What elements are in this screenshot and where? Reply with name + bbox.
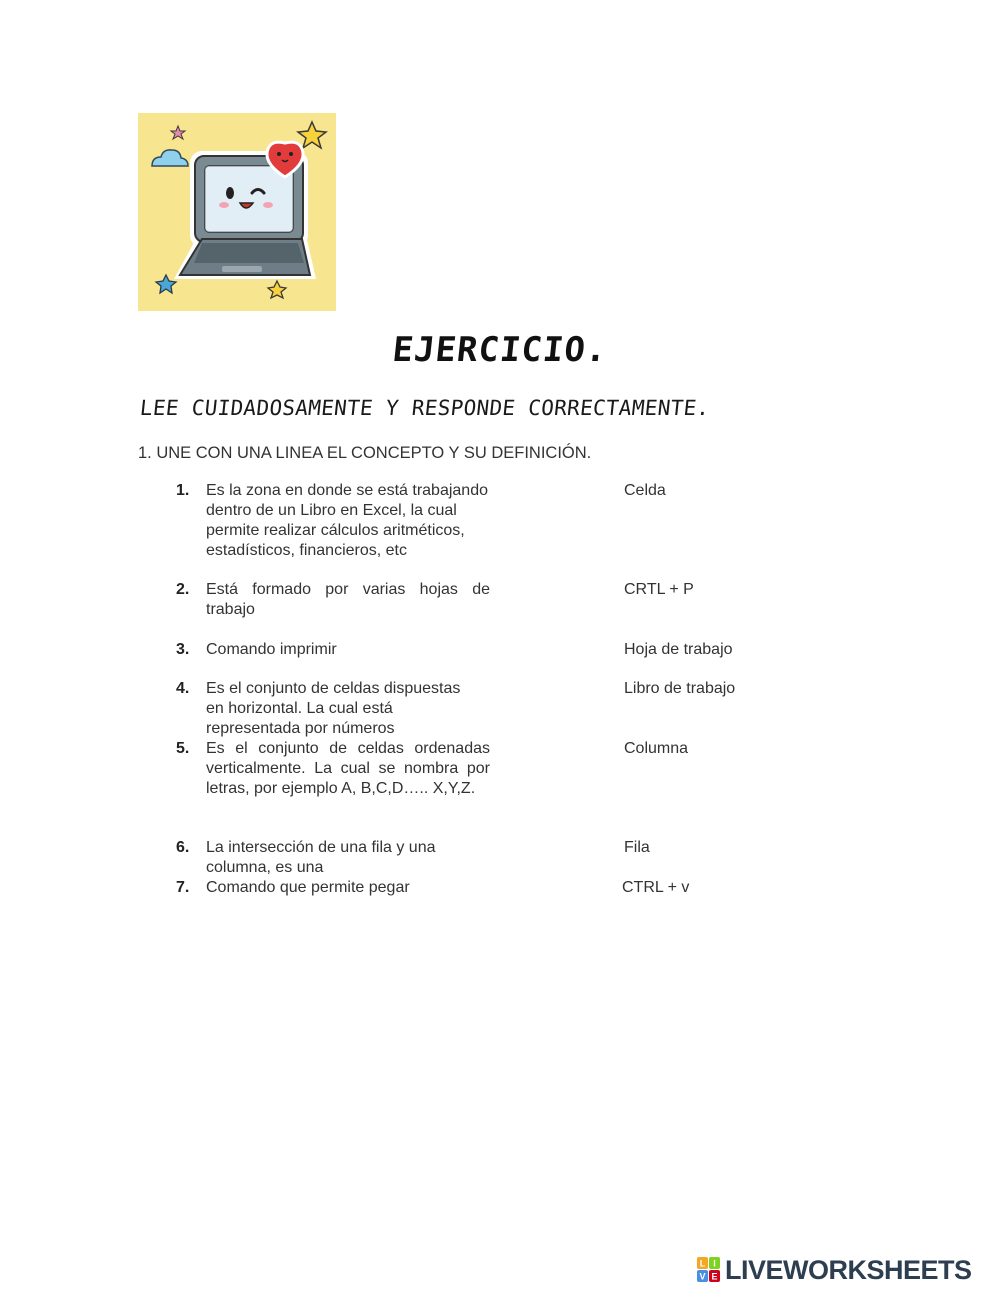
item-number: 7.: [176, 879, 190, 896]
liveworksheets-logo: [697, 1255, 972, 1285]
concept-answer[interactable]: CRTL + P: [624, 581, 694, 598]
worksheet-title: EJERCICIO.: [390, 330, 610, 370]
definition-text: Está formado por varias hojas de trabajo: [206, 581, 490, 618]
concept-answer[interactable]: CTRL + v: [622, 879, 690, 896]
worksheet-subtitle: LEE CUIDADOSAMENTE Y RESPONDE CORRECTAMENTE.: [138, 396, 711, 420]
item-number: 1.: [176, 482, 190, 499]
instruction-text: 1. UNE CON UNA LINEA EL CONCEPTO Y SU DEFINICIÓN.: [138, 444, 592, 462]
item-number: 5.: [176, 740, 190, 757]
definition-text: Es el conjunto de celdas ordenadas verticalmente. La cual se nombra por letras, por ejemplo A, B,C,D….. X,Y,Z.: [206, 740, 490, 797]
concept-answer[interactable]: Hoja de trabajo: [624, 641, 733, 658]
concept-answer[interactable]: Fila: [624, 839, 650, 856]
item-number: 2.: [176, 581, 190, 598]
concept-answer[interactable]: Libro de trabajo: [624, 680, 736, 697]
definition-text: Es la zona en donde se está trabajando dentro de un Libro en Excel, la cual permite realizar cálculos aritméticos, estadísticos, financieros, etc: [206, 482, 488, 559]
logo-badge-icon: [697, 1257, 721, 1283]
brand-name: LIVEWORKSHEETS: [725, 1254, 972, 1285]
definition-text: Comando que permite pegar: [206, 879, 410, 896]
item-number: 3.: [176, 641, 190, 658]
logo-letter: I: [713, 1258, 716, 1269]
definition-text: Comando imprimir: [206, 641, 337, 658]
logo-letter: E: [711, 1271, 718, 1282]
definition-text: Es el conjunto de celdas dispuestas en horizontal. La cual está representada por números: [206, 680, 461, 737]
logo-letter: V: [699, 1271, 706, 1282]
definition-text: La intersección de una fila y una columna, es una: [206, 839, 436, 876]
concept-answer[interactable]: Celda: [624, 482, 666, 499]
item-number: 6.: [176, 839, 190, 856]
concept-answer[interactable]: Columna: [624, 740, 689, 757]
logo-letter: L: [699, 1258, 706, 1269]
laptop-illustration: [138, 113, 336, 311]
item-number: 4.: [176, 680, 190, 697]
